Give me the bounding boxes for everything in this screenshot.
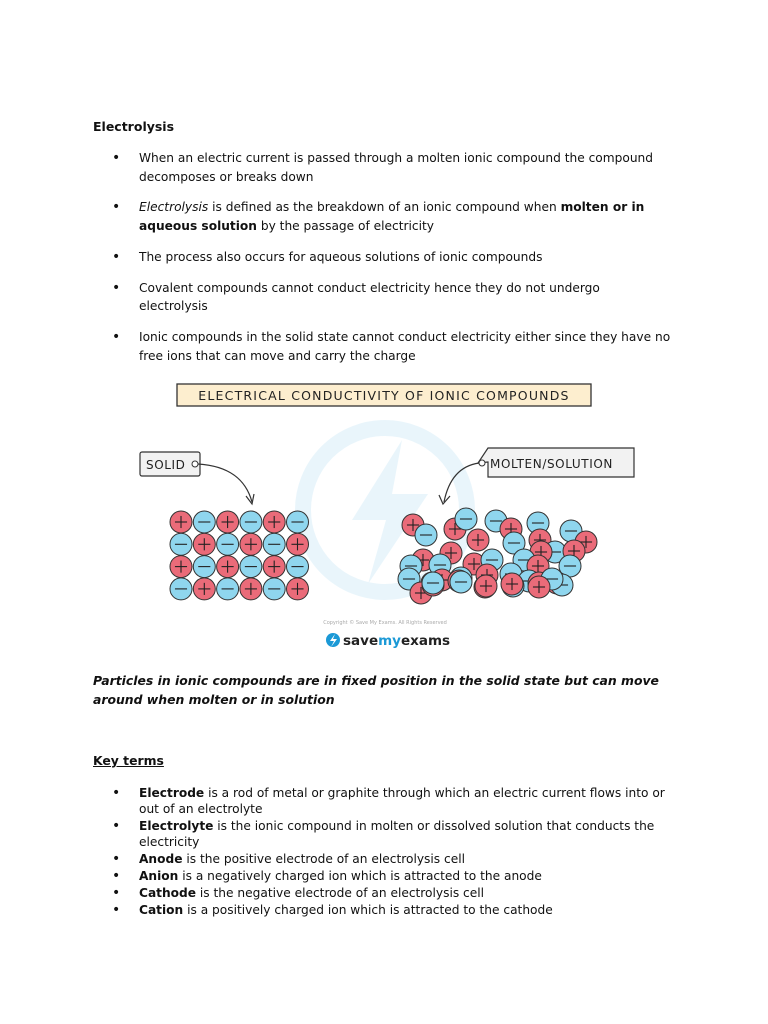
key-term: Cation — [139, 903, 184, 918]
bullet-text: Covalent compounds cannot conduct electricity hence they do not undergo electrolysis — [139, 280, 600, 314]
cation-ion — [263, 556, 285, 578]
anion-ion — [455, 508, 477, 530]
bullet-text: molten or in aqueous solution — [139, 200, 645, 234]
savemyexams-logo — [326, 633, 450, 649]
figure-caption: Particles in ionic compounds are in fixed position in the solid state but can move around when molten or in solution — [93, 673, 659, 707]
molten-label: MOLTEN/SOLUTION — [490, 457, 613, 471]
molten-ion-cluster — [398, 508, 597, 604]
key-term-definition: is the negative electrode of an electrolysis cell — [196, 886, 485, 901]
solid-label-pin — [192, 461, 198, 467]
anion-ion — [450, 571, 472, 593]
conductivity-figure — [130, 370, 650, 660]
key-term-item — [112, 785, 672, 818]
intro-bullet — [112, 149, 672, 186]
anion-ion — [193, 511, 215, 533]
key-term-item — [112, 851, 672, 867]
cation-ion — [467, 529, 489, 551]
bullet-text: Electrolysis — [139, 200, 209, 215]
intro-bullet — [112, 248, 672, 267]
bullet-text: is defined as the breakdown of an ionic compound when — [208, 200, 561, 215]
cation-ion — [240, 533, 262, 555]
intro-bullet — [112, 279, 672, 316]
solid-ion-lattice — [170, 511, 309, 600]
anion-ion — [422, 572, 444, 594]
cation-ion — [193, 578, 215, 600]
bullet-text: The process also occurs for aqueous solutions of ionic compounds — [139, 249, 543, 264]
solid-arrow — [198, 464, 252, 502]
anion-ion — [240, 511, 262, 533]
anion-ion — [170, 578, 192, 600]
key-term-definition: is the positive electrode of an electrolysis cell — [182, 852, 465, 867]
key-term: Electrode — [139, 786, 205, 800]
key-term-definition: is a rod of metal or graphite through which an electric current flows into or out of an electrolyte — [139, 786, 665, 817]
copyright-text: Copyright © Save My Exams. All Rights Reserved — [323, 620, 447, 626]
anion-ion — [240, 556, 262, 578]
cation-ion — [501, 573, 523, 595]
cation-ion — [475, 575, 497, 597]
key-term-item — [112, 868, 672, 884]
anion-ion — [415, 524, 437, 546]
key-term-item — [112, 885, 672, 901]
intro-bullet — [112, 328, 672, 365]
anion-ion — [287, 511, 309, 533]
intro-bullet — [112, 198, 672, 235]
ionic-conductivity-diagram — [130, 370, 650, 660]
anion-ion — [193, 556, 215, 578]
cation-ion — [170, 511, 192, 533]
cation-ion — [193, 533, 215, 555]
anion-ion — [217, 533, 239, 555]
figure-title: ELECTRICAL CONDUCTIVITY OF IONIC COMPOUNDS — [198, 388, 570, 403]
key-terms-heading: Key terms — [93, 753, 164, 768]
cation-ion — [240, 578, 262, 600]
anion-ion — [263, 578, 285, 600]
cation-ion — [287, 533, 309, 555]
cation-ion — [217, 556, 239, 578]
bullet-text: by the passage of electricity — [256, 219, 434, 234]
key-terms-list — [112, 785, 672, 919]
cation-ion — [528, 576, 550, 598]
cation-ion — [217, 511, 239, 533]
cation-ion — [170, 556, 192, 578]
anion-ion — [287, 556, 309, 578]
bullet-text: When an electric current is passed through a molten ionic compound the compound decomposes or breaks down — [139, 151, 654, 184]
solid-label: SOLID — [146, 458, 186, 472]
key-term-item — [112, 902, 672, 918]
key-term: Cathode — [139, 886, 197, 901]
key-term-item — [112, 818, 672, 851]
cation-ion — [287, 578, 309, 600]
key-term-definition: is a positively charged ion which is attracted to the cathode — [183, 903, 553, 918]
svg-text:savemyexams: savemyexams — [343, 633, 451, 649]
key-term: Anion — [139, 869, 179, 884]
anion-ion — [217, 578, 239, 600]
anion-ion — [263, 533, 285, 555]
molten-label-pin — [479, 460, 485, 466]
intro-bullet-list — [112, 149, 672, 378]
anion-ion — [170, 533, 192, 555]
cation-ion — [263, 511, 285, 533]
bullet-text: Ionic compounds in the solid state cannot conduct electricity either since they have no free ions that can move and carry the charge — [139, 330, 671, 363]
key-term-definition: is a negatively charged ion which is attracted to the anode — [178, 869, 542, 884]
key-term-definition: is the ionic compound in molten or dissolved solution that conducts the electricity — [139, 819, 655, 850]
section-heading: Electrolysis — [93, 119, 175, 134]
key-term: Electrolyte — [139, 819, 214, 834]
key-term: Anode — [139, 852, 183, 867]
